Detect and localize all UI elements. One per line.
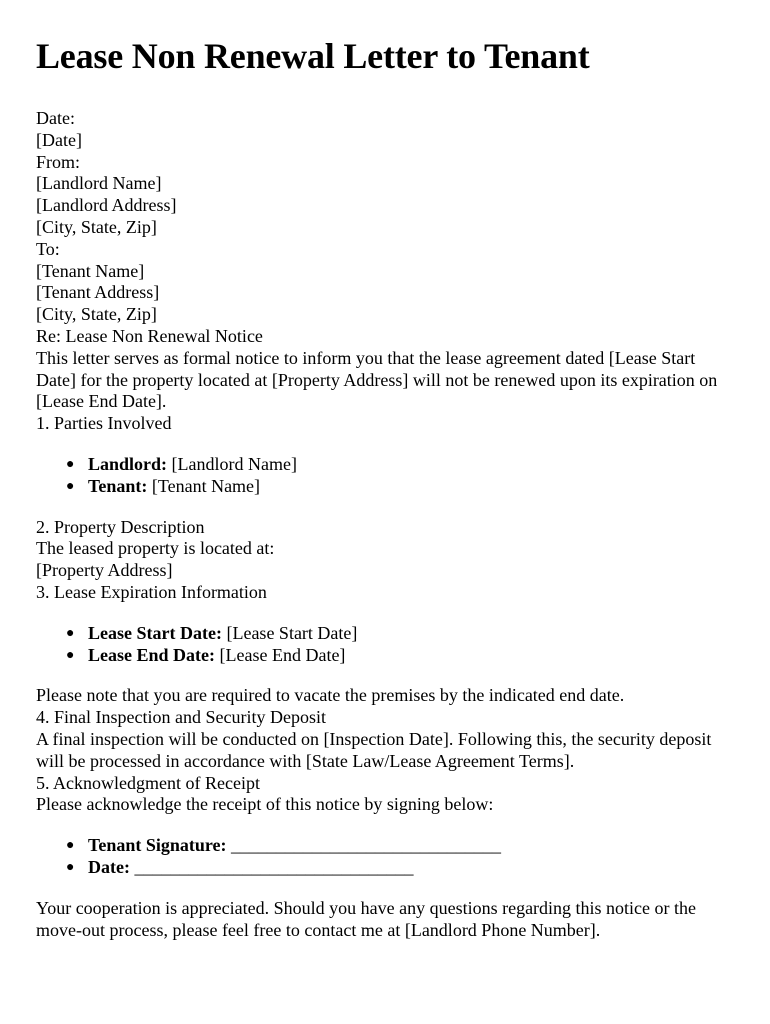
- tenant-city-state-zip: [City, State, Zip]: [36, 304, 157, 325]
- item-value: [Landlord Name]: [167, 453, 297, 474]
- list-item: [66, 453, 736, 476]
- landlord-address: [Landlord Address]: [36, 195, 177, 216]
- closing-paragraph: Your cooperation is appreciated. Should you have any questions regarding this notice or the move-out process, please feel free to contact me at [Landlord Phone Number].: [36, 897, 697, 940]
- item-label: Landlord:: [88, 453, 168, 474]
- item-label: Date:: [88, 856, 130, 877]
- section-heading-parties: 1. Parties Involved: [36, 413, 172, 434]
- letter-document: [36, 34, 736, 941]
- date-line: _______________________________: [129, 856, 414, 877]
- from-label: From:: [36, 151, 81, 172]
- to-label: To:: [36, 238, 60, 259]
- intro-paragraph: This letter serves as formal notice to inform you that the lease agreement dated [Lease Start Date] for the property located at [Property Address] will not be renewed upon its expiration on [Lease End Date].: [36, 347, 718, 412]
- section-heading-property: 2. Property Description: [36, 516, 205, 537]
- signature-list: [36, 835, 736, 879]
- bullet-icon: ●: [66, 838, 75, 854]
- bullet-icon: ●: [66, 625, 75, 641]
- bullet-icon: ●: [66, 456, 75, 472]
- property-address: [Property Address]: [36, 560, 173, 581]
- list-item: [66, 475, 736, 498]
- date-label: Date:: [36, 108, 75, 128]
- item-value: [Tenant Name]: [147, 475, 261, 496]
- tenant-address: [Tenant Address]: [36, 282, 160, 303]
- header-block: [36, 108, 736, 348]
- list-item: [66, 644, 736, 667]
- vacate-note: Please note that you are required to vacate the premises by the indicated end date.: [36, 685, 625, 706]
- bullet-icon: ●: [66, 647, 75, 663]
- item-value: [Lease End Date]: [215, 644, 346, 665]
- bullet-icon: ●: [66, 478, 75, 494]
- parties-list: [36, 454, 736, 498]
- section-heading-inspection: 4. Final Inspection and Security Deposit: [36, 707, 326, 728]
- list-item: [66, 835, 736, 857]
- item-label: Lease Start Date:: [88, 622, 222, 643]
- landlord-name: [Landlord Name]: [36, 173, 162, 194]
- item-label: Lease End Date:: [88, 644, 215, 665]
- signature-line: ______________________________: [226, 835, 502, 856]
- section-heading-expiration: 3. Lease Expiration Information: [36, 581, 267, 602]
- property-intro: The leased property is located at:: [36, 538, 275, 559]
- item-label: Tenant Signature:: [88, 835, 227, 856]
- tenant-name: [Tenant Name]: [36, 260, 145, 281]
- acknowledgment-text: Please acknowledge the receipt of this notice by signing below:: [36, 794, 494, 815]
- inspection-text: A final inspection will be conducted on [Inspection Date]. Following this, the security deposit will be processed in accordance with [State Law/Lease Agreement Terms].: [36, 728, 712, 771]
- list-item: [66, 622, 736, 645]
- list-item: [66, 856, 736, 879]
- expiration-list: [36, 623, 736, 667]
- subject-line: Re: Lease Non Renewal Notice: [36, 325, 263, 346]
- section-heading-acknowledgment: 5. Acknowledgment of Receipt: [36, 772, 260, 793]
- page-title: Lease Non Renewal Letter to Tenant: [36, 36, 590, 76]
- item-label: Tenant:: [88, 475, 148, 496]
- landlord-city-state-zip: [City, State, Zip]: [36, 216, 157, 237]
- item-value: [Lease Start Date]: [221, 622, 358, 643]
- bullet-icon: ●: [66, 859, 75, 875]
- date-value: [Date]: [36, 129, 82, 150]
